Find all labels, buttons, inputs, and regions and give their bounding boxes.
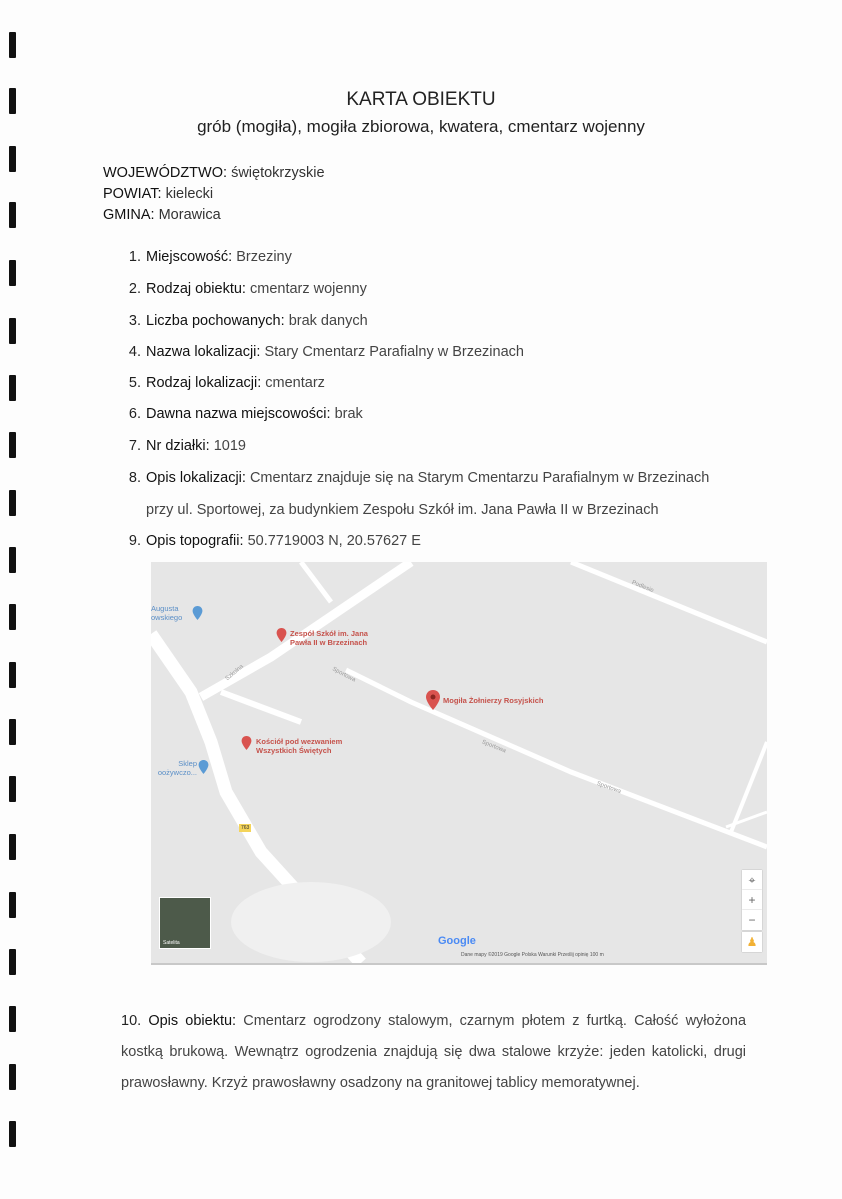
pin-label-church: Kościół pod wezwaniem Wszystkich Świętych — [256, 737, 343, 755]
powiat-value: kielecki — [165, 186, 214, 202]
item-label: Nazwa lokalizacji: — [146, 344, 261, 360]
street-label-sportowa-3: Sportowa — [595, 780, 622, 796]
item-value: cmentarz — [265, 375, 325, 391]
street-label-podlesie: Podlesie — [630, 579, 655, 595]
binder-mark — [9, 375, 16, 401]
school-pin-icon[interactable] — [276, 628, 287, 642]
item-number: 4. — [128, 344, 141, 360]
item-value: brak danych — [288, 313, 368, 329]
item-label: Opis obiektu: — [148, 1013, 237, 1029]
binder-mark — [9, 949, 16, 975]
item-label: Opis lokalizacji: — [146, 470, 246, 486]
powiat-label: POWIAT: — [103, 186, 162, 202]
item-label: Miejscowość: — [146, 249, 233, 265]
binder-mark — [9, 719, 16, 745]
item-label: Dawna nazwa miejscowości: — [146, 406, 331, 422]
binder-mark — [9, 490, 16, 516]
map-roads — [151, 562, 767, 963]
item-number: 9. — [128, 533, 141, 549]
item-number: 6. — [128, 406, 141, 422]
item-label: Rodzaj lokalizacji: — [146, 375, 262, 391]
page-title: KARTA OBIEKTU — [346, 89, 496, 110]
item-number: 10. — [121, 1013, 142, 1029]
item-value: Cmentarz znajduje się na Starym Cmentarzu Parafialnym w Brzezinach — [249, 470, 710, 486]
wojewodztwo-row — [103, 165, 325, 181]
binder-mark — [9, 662, 16, 688]
satellite-toggle-button[interactable] — [159, 897, 211, 949]
object-description — [121, 1006, 746, 1099]
pegman-icon[interactable]: ♟ — [742, 932, 762, 952]
zoom-in-button[interactable]: + — [742, 890, 762, 910]
location-map[interactable] — [151, 562, 767, 965]
red-pin-icon[interactable] — [426, 690, 440, 710]
google-logo-text: Google — [438, 935, 476, 947]
item-number: 2. — [128, 281, 141, 297]
wojewodztwo-value: świętokrzyskie — [231, 165, 325, 181]
binder-mark — [9, 547, 16, 573]
road-number-badge: 763 — [241, 825, 250, 831]
item-value: 50.7719003 N, 20.57627 E — [247, 533, 421, 549]
item-number: 5. — [128, 375, 141, 391]
gmina-row — [103, 207, 221, 223]
binder-mark — [9, 1064, 16, 1090]
powiat-row — [103, 186, 213, 202]
item-value: przy ul. Sportowej, za budynkiem Zespołu Szkół im. Jana Pawła II w Brzezinach — [146, 502, 659, 518]
binder-mark — [9, 892, 16, 918]
item-value: brak — [334, 406, 363, 422]
pin-label-shop: Sklep oożywczo... — [157, 759, 197, 777]
item-value: Brzeziny — [236, 249, 292, 265]
zoom-out-button[interactable]: − — [742, 910, 762, 930]
page-subtitle: grób (mogiła), mogiła zbiorowa, kwatera, cmentarz wojenny — [197, 117, 645, 136]
church-pin-icon[interactable] — [241, 736, 252, 750]
item-value: cmentarz wojenny — [249, 281, 367, 297]
item-number: 8. — [128, 470, 141, 486]
street-label-sportowa: Sportowa — [331, 666, 357, 684]
satellite-label: Satelita — [163, 940, 180, 946]
street-label-szkolna: Szkolna — [224, 663, 245, 683]
item-number: 7. — [128, 438, 141, 454]
wojewodztwo-label: WOJEWÓDZTWO: — [103, 165, 228, 181]
item-number: 1. — [128, 249, 141, 265]
binder-mark — [9, 202, 16, 228]
binder-mark — [9, 146, 16, 172]
map-attribution[interactable]: Dane mapy ©2019 Google Polska Warunki Prześlij opinię 100 m — [461, 952, 604, 958]
gmina-value: Morawica — [158, 207, 221, 223]
binder-mark — [9, 776, 16, 802]
street-label-sportowa-2: Sportowa — [480, 739, 507, 755]
google-logo — [438, 935, 476, 947]
item-label: Opis topografii: — [146, 533, 244, 549]
item-label: Liczba pochowanych: — [146, 313, 285, 329]
item-number: 3. — [128, 313, 141, 329]
binder-mark — [9, 32, 16, 58]
item-value: Stary Cmentarz Parafialny w Brzezinach — [264, 344, 524, 360]
binder-mark — [9, 834, 16, 860]
binder-mark — [9, 1006, 16, 1032]
item-value: 1019 — [213, 438, 246, 454]
shop-pin-icon[interactable] — [198, 760, 209, 774]
binder-mark — [9, 260, 16, 286]
list-item-continuation — [146, 502, 659, 518]
pin-label-school: Zespół Szkół im. Jana Pawła II w Brzezinach — [290, 629, 368, 647]
blue-pin-icon[interactable] — [192, 606, 203, 620]
binder-mark — [9, 1121, 16, 1147]
compass-button[interactable]: ⌖ — [742, 870, 762, 890]
pin-label-augusta: Augusta owskiego — [151, 604, 183, 622]
item-label: Rodzaj obiektu: — [146, 281, 246, 297]
binder-mark — [9, 604, 16, 630]
item-value: Cmentarz ogrodzony stalowym, czarnym płotem z furtką. Całość wyłożona kostką brukową. Wewnątrz ogrodzenia znajdują się dwa stalowe krzyże: jeden katolicki, drugi prawosławny. Krzyż prawosławny osadzony na granitowej tablicy memoratywnej. — [121, 1013, 747, 1091]
gmina-label: GMINA: — [103, 207, 155, 223]
binder-mark — [9, 318, 16, 344]
item-label: Nr działki: — [146, 438, 210, 454]
pin-label-main: Mogiła Żołnierzy Rosyjskich — [443, 696, 544, 705]
binder-mark — [9, 432, 16, 458]
